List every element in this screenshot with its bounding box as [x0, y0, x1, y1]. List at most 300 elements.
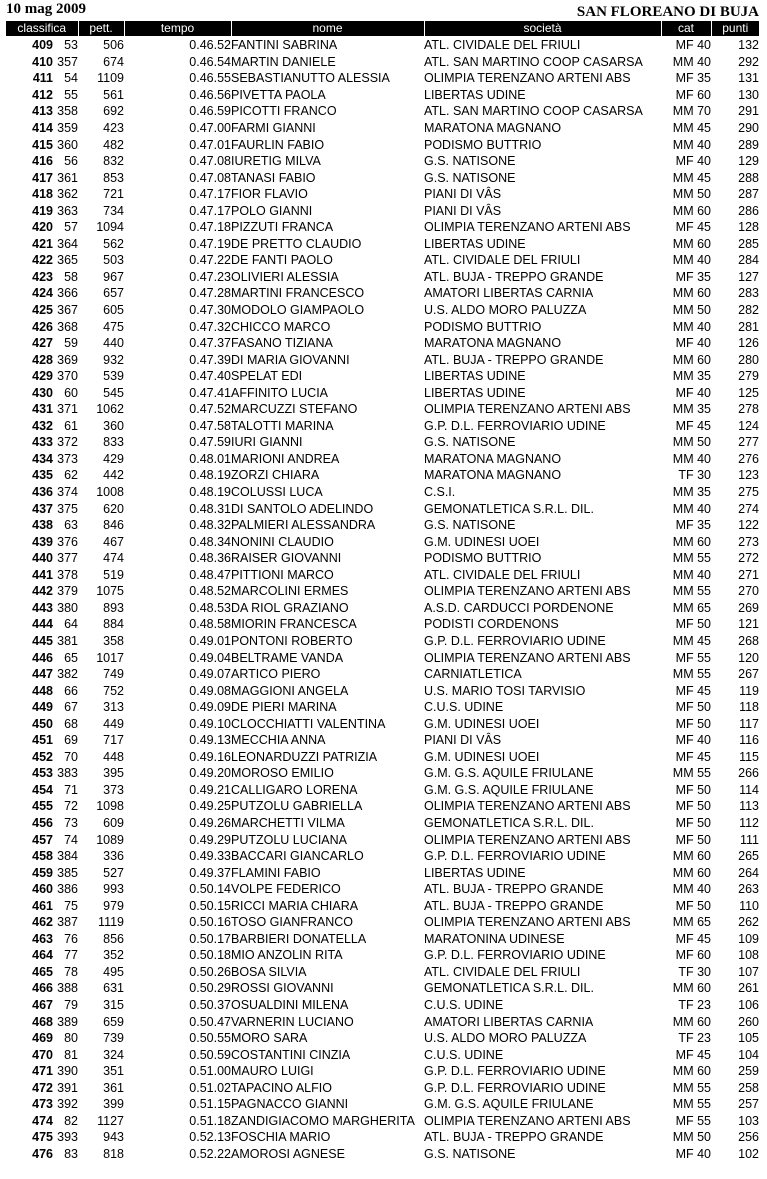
category-rank-cell: 357: [57, 54, 78, 69]
rank-cell: 455: [32, 799, 53, 814]
time-cell: 0.47.19: [189, 236, 231, 251]
club-cell: G.S. NATISONE: [424, 170, 516, 185]
points-cell: 274: [738, 501, 759, 516]
table-row: [6, 567, 759, 584]
points-cell: 104: [738, 1047, 759, 1062]
table-row: [6, 1030, 759, 1047]
category-cell: MM 60: [672, 203, 711, 218]
category-rank-cell: 367: [57, 303, 78, 318]
name-cell: PIVETTA PAOLA: [231, 87, 326, 102]
rank-cell: 460: [32, 882, 53, 897]
points-cell: 272: [738, 551, 759, 566]
rank-cell: 429: [32, 369, 53, 384]
category-cell: MM 60: [672, 981, 711, 996]
points-cell: 290: [738, 121, 759, 135]
time-cell: 0.50.37: [189, 997, 231, 1012]
category-rank-cell: 366: [57, 286, 78, 301]
points-cell: 126: [738, 336, 759, 351]
name-cell: BACCARI GIANCARLO: [231, 849, 364, 864]
category-cell: MM 55: [672, 1080, 711, 1095]
rank-cell: 436: [32, 485, 53, 500]
points-cell: 130: [738, 87, 759, 102]
name-cell: NONINI CLAUDIO: [231, 534, 334, 549]
category-cell: MM 70: [672, 104, 711, 119]
name-cell: FARMI GIANNI: [231, 121, 316, 135]
points-cell: 279: [738, 369, 759, 384]
bib-cell: 442: [103, 468, 124, 483]
rank-cell: 419: [32, 203, 53, 218]
rank-cell: 448: [32, 683, 53, 698]
club-cell: G.P. D.L. FERROVIARIO UDINE: [424, 1080, 606, 1095]
name-cell: ARTICO PIERO: [231, 667, 321, 682]
club-cell: ATL. SAN MARTINO COOP CASARSA: [424, 104, 643, 119]
rank-cell: 476: [32, 1146, 53, 1161]
table-row: [6, 1096, 759, 1113]
name-cell: PITTIONI MARCO: [231, 567, 334, 582]
category-rank-cell: 375: [57, 501, 78, 516]
rank-cell: 458: [32, 849, 53, 864]
points-cell: 292: [738, 54, 759, 69]
category-rank-cell: 374: [57, 485, 78, 500]
table-row: [6, 997, 759, 1014]
time-cell: 0.48.19: [189, 485, 231, 500]
rank-cell: 461: [32, 898, 53, 913]
name-cell: MARCOLINI ERMES: [231, 584, 349, 599]
time-cell: 0.49.07: [189, 667, 231, 682]
bib-cell: 474: [103, 551, 124, 566]
category-cell: MF 60: [675, 87, 711, 102]
category-cell: MF 45: [675, 1047, 711, 1062]
table-row: [6, 583, 759, 600]
rank-cell: 475: [32, 1130, 53, 1145]
rank-cell: 446: [32, 650, 53, 665]
points-cell: 289: [738, 137, 759, 152]
rank-cell: 471: [32, 1064, 53, 1079]
category-cell: MM 60: [672, 849, 711, 864]
rank-cell: 449: [32, 700, 53, 715]
club-cell: G.M. UDINESI UOEI: [424, 534, 540, 549]
category-rank-cell: 359: [57, 121, 78, 135]
time-cell: 0.47.08: [189, 154, 231, 169]
name-cell: POLO GIANNI: [231, 203, 313, 218]
bib-cell: 853: [103, 170, 124, 185]
time-cell: 0.50.16: [189, 915, 231, 930]
club-cell: MARATONA MAGNANO: [424, 451, 562, 466]
category-cell: MF 55: [675, 1113, 711, 1128]
bib-cell: 932: [103, 352, 124, 367]
category-rank-cell: 371: [57, 402, 78, 417]
bib-cell: 1008: [96, 485, 124, 500]
club-cell: G.M. G.S. AQUILE FRIULANE: [424, 1097, 594, 1112]
points-cell: 109: [738, 931, 759, 946]
rank-cell: 462: [32, 915, 53, 930]
time-cell: 0.47.17: [189, 203, 231, 218]
club-cell: PODISMO BUTTRIO: [424, 137, 542, 152]
category-cell: MM 55: [672, 551, 711, 566]
time-cell: 0.48.31: [189, 501, 231, 516]
club-cell: G.M. G.S. AQUILE FRIULANE: [424, 766, 594, 781]
table-row: [6, 451, 759, 468]
time-cell: 0.49.16: [189, 749, 231, 764]
table-body: [6, 36, 759, 1162]
table-row: [6, 914, 759, 931]
table-row: [6, 517, 759, 534]
name-cell: DI MARIA GIOVANNI: [231, 352, 350, 367]
bib-cell: 605: [103, 303, 124, 318]
points-cell: 258: [738, 1080, 759, 1095]
club-cell: MARATONA MAGNANO: [424, 336, 562, 351]
table-row: [6, 169, 759, 186]
time-cell: 0.49.04: [189, 650, 231, 665]
category-rank-cell: 62: [64, 468, 78, 483]
points-cell: 118: [739, 700, 759, 715]
category-rank-cell: 370: [57, 369, 78, 384]
club-cell: U.S. MARIO TOSI TARVISIO: [424, 683, 586, 698]
category-cell: MM 55: [672, 667, 711, 682]
club-cell: PODISTI CORDENONS: [424, 617, 559, 632]
table-row: [6, 980, 759, 997]
points-cell: 285: [738, 236, 759, 251]
table-row: [6, 897, 759, 914]
category-cell: MM 40: [672, 54, 711, 69]
time-cell: 0.49.08: [189, 683, 231, 698]
time-cell: 0.46.54: [189, 54, 231, 69]
bib-cell: 833: [103, 435, 124, 450]
name-cell: MOROSO EMILIO: [231, 766, 334, 781]
points-cell: 107: [738, 964, 759, 979]
time-cell: 0.47.39: [189, 352, 231, 367]
name-cell: FASANO TIZIANA: [231, 336, 333, 351]
category-cell: MM 40: [672, 501, 711, 516]
table-row: [6, 732, 759, 749]
rank-cell: 410: [32, 54, 53, 69]
bib-cell: 475: [103, 319, 124, 334]
category-rank-cell: 373: [57, 451, 78, 466]
rank-cell: 469: [32, 1031, 53, 1046]
category-rank-cell: 388: [57, 981, 78, 996]
rank-cell: 445: [32, 633, 53, 648]
name-cell: LEONARDUZZI PATRIZIA: [231, 749, 378, 764]
name-cell: SEBASTIANUTTO ALESSIA: [231, 71, 390, 86]
name-cell: MAGGIONI ANGELA: [231, 683, 349, 698]
rank-cell: 454: [32, 782, 53, 797]
points-cell: 278: [738, 402, 759, 417]
time-cell: 0.48.52: [189, 584, 231, 599]
category-rank-cell: 54: [64, 71, 78, 86]
time-cell: 0.50.59: [189, 1047, 231, 1062]
category-cell: MF 45: [675, 418, 711, 433]
club-cell: C.U.S. UDINE: [424, 997, 504, 1012]
table-row: [6, 36, 759, 54]
table-row: [6, 467, 759, 484]
time-cell: 0.50.55: [189, 1031, 231, 1046]
category-rank-cell: 70: [64, 749, 78, 764]
bib-cell: 440: [103, 336, 124, 351]
rank-cell: 425: [32, 303, 53, 318]
club-cell: MARATONA MAGNANO: [424, 121, 562, 135]
time-cell: 0.47.58: [189, 418, 231, 433]
name-cell: MAURO LUIGI: [231, 1064, 314, 1079]
category-rank-cell: 358: [57, 104, 78, 119]
rank-cell: 411: [32, 71, 53, 86]
bib-cell: 752: [103, 683, 124, 698]
points-cell: 108: [738, 948, 759, 963]
bib-cell: 360: [103, 418, 124, 433]
name-cell: VOLPE FEDERICO: [231, 882, 341, 897]
bib-cell: 674: [103, 54, 124, 69]
category-cell: MM 45: [672, 633, 711, 648]
category-rank-cell: 82: [64, 1113, 78, 1128]
bib-cell: 884: [103, 617, 124, 632]
category-rank-cell: 382: [57, 667, 78, 682]
bib-cell: 739: [103, 1031, 124, 1046]
category-cell: MM 50: [672, 303, 711, 318]
rank-cell: 433: [32, 435, 53, 450]
table-row: [6, 1146, 759, 1163]
table-row: [6, 120, 759, 137]
club-cell: U.S. ALDO MORO PALUZZA: [424, 1031, 587, 1046]
club-cell: G.M. UDINESI UOEI: [424, 716, 540, 731]
points-cell: 256: [738, 1130, 759, 1145]
results-table: [6, 21, 759, 1162]
category-cell: MM 40: [672, 319, 711, 334]
table-row: [6, 600, 759, 617]
table-row: [6, 1113, 759, 1130]
name-cell: RICCI MARIA CHIARA: [231, 898, 359, 913]
club-cell: PIANI DI VÂS: [424, 203, 502, 218]
name-cell: DA RIOL GRAZIANO: [231, 600, 349, 615]
name-cell: MIO ANZOLIN RITA: [231, 948, 343, 963]
bib-cell: 395: [103, 766, 124, 781]
category-rank-cell: 77: [64, 948, 78, 963]
rank-cell: 424: [32, 286, 53, 301]
points-cell: 102: [738, 1146, 759, 1161]
category-rank-cell: 387: [57, 915, 78, 930]
rank-cell: 414: [32, 121, 53, 135]
name-cell: TALOTTI MARINA: [231, 418, 334, 433]
category-rank-cell: 364: [57, 236, 78, 251]
club-cell: G.S. NATISONE: [424, 1146, 516, 1161]
category-rank-cell: 385: [57, 865, 78, 880]
name-cell: TANASI FABIO: [231, 170, 316, 185]
rank-cell: 426: [32, 319, 53, 334]
table-row: [6, 815, 759, 832]
bib-cell: 609: [103, 815, 124, 830]
points-cell: 103: [738, 1113, 759, 1128]
rank-cell: 409: [32, 38, 53, 53]
time-cell: 0.51.15: [189, 1097, 231, 1112]
category-rank-cell: 360: [57, 137, 78, 152]
bib-cell: 1098: [96, 799, 124, 814]
rank-cell: 470: [32, 1047, 53, 1062]
name-cell: PICOTTI FRANCO: [231, 104, 337, 119]
table-row: [6, 848, 759, 865]
table-row: [6, 550, 759, 567]
club-cell: OLIMPIA TERENZANO ARTENI ABS: [424, 915, 631, 930]
points-cell: 283: [738, 286, 759, 301]
bib-cell: 846: [103, 518, 124, 533]
club-cell: G.S. NATISONE: [424, 518, 516, 533]
points-cell: 113: [739, 799, 759, 814]
bib-cell: 519: [103, 567, 124, 582]
rank-cell: 435: [32, 468, 53, 483]
rank-cell: 415: [32, 137, 53, 152]
points-cell: 123: [738, 468, 759, 483]
category-cell: MM 65: [672, 915, 711, 930]
time-cell: 0.47.18: [189, 220, 231, 235]
bib-cell: 545: [103, 385, 124, 400]
category-rank-cell: 362: [57, 187, 78, 202]
bib-cell: 351: [103, 1064, 124, 1079]
category-rank-cell: 363: [57, 203, 78, 218]
bib-cell: 717: [103, 733, 124, 748]
points-cell: 121: [738, 617, 759, 632]
table-row: [6, 285, 759, 302]
category-cell: MF 40: [675, 336, 711, 351]
table-row: [6, 335, 759, 352]
category-rank-cell: 377: [57, 551, 78, 566]
category-cell: MM 60: [672, 534, 711, 549]
time-cell: 0.50.14: [189, 882, 231, 897]
time-cell: 0.47.52: [189, 402, 231, 417]
club-cell: OLIMPIA TERENZANO ARTENI ABS: [424, 1113, 631, 1128]
category-cell: MM 50: [672, 435, 711, 450]
category-rank-cell: 368: [57, 319, 78, 334]
time-cell: 0.50.17: [189, 931, 231, 946]
name-cell: PUTZOLU LUCIANA: [231, 832, 347, 847]
category-cell: MF 40: [675, 154, 711, 169]
points-cell: 263: [738, 882, 759, 897]
club-cell: AMATORI LIBERTAS CARNIA: [424, 1014, 594, 1029]
bib-cell: 657: [103, 286, 124, 301]
bib-cell: 734: [103, 203, 124, 218]
time-cell: 0.48.36: [189, 551, 231, 566]
rank-cell: 423: [32, 269, 53, 284]
club-cell: ATL. BUJA - TREPPO GRANDE: [424, 1130, 604, 1145]
club-cell: ATL. SAN MARTINO COOP CASARSA: [424, 54, 643, 69]
category-cell: MM 45: [672, 121, 711, 135]
club-cell: LIBERTAS UDINE: [424, 385, 526, 400]
category-cell: MF 35: [675, 71, 711, 86]
points-cell: 124: [738, 418, 759, 433]
table-row: [6, 434, 759, 451]
col-header-nome: nome: [231, 21, 424, 36]
category-rank-cell: 365: [57, 253, 78, 268]
rank-cell: 468: [32, 1014, 53, 1029]
time-cell: 0.49.09: [189, 700, 231, 715]
name-cell: BELTRAME VANDA: [231, 650, 344, 665]
table-row: [6, 931, 759, 948]
category-cell: MF 50: [675, 716, 711, 731]
table-row: [6, 765, 759, 782]
name-cell: DE PIERI MARINA: [231, 700, 337, 715]
category-rank-cell: 72: [64, 799, 78, 814]
points-cell: 127: [738, 269, 759, 284]
rank-cell: 450: [32, 716, 53, 731]
category-cell: MM 60: [672, 286, 711, 301]
time-cell: 0.51.00: [189, 1064, 231, 1079]
table-row: [6, 682, 759, 699]
bib-cell: 943: [103, 1130, 124, 1145]
bib-cell: 749: [103, 667, 124, 682]
club-cell: C.U.S. UDINE: [424, 700, 504, 715]
category-rank-cell: 81: [64, 1047, 78, 1062]
name-cell: PIZZUTI FRANCA: [231, 220, 334, 235]
bib-cell: 352: [103, 948, 124, 963]
category-cell: MF 45: [675, 749, 711, 764]
table-row: [6, 715, 759, 732]
name-cell: PONTONI ROBERTO: [231, 633, 353, 648]
rank-cell: 413: [32, 104, 53, 119]
bib-cell: 1119: [98, 915, 124, 930]
category-cell: MM 60: [672, 865, 711, 880]
category-cell: TF 23: [678, 997, 711, 1012]
page-header: [0, 0, 767, 20]
points-cell: 259: [738, 1064, 759, 1079]
table-row: [6, 1046, 759, 1063]
bib-cell: 1062: [96, 402, 124, 417]
club-cell: G.S. NATISONE: [424, 154, 516, 169]
table-row: [6, 616, 759, 633]
header-row: [6, 21, 759, 36]
time-cell: 0.47.40: [189, 369, 231, 384]
rank-cell: 474: [32, 1113, 53, 1128]
rank-cell: 421: [32, 236, 53, 251]
time-cell: 0.46.55: [189, 71, 231, 86]
table-row: [6, 103, 759, 120]
category-cell: MM 35: [672, 369, 711, 384]
time-cell: 0.47.22: [189, 253, 231, 268]
category-cell: MM 40: [672, 882, 711, 897]
table-row: [6, 401, 759, 418]
name-cell: BARBIERI DONATELLA: [231, 931, 367, 946]
club-cell: MARATONA MAGNANO: [424, 468, 562, 483]
club-cell: GEMONATLETICA S.R.L. DIL.: [424, 501, 594, 516]
table-row: [6, 798, 759, 815]
time-cell: 0.49.29: [189, 832, 231, 847]
rank-cell: 464: [32, 948, 53, 963]
club-cell: PIANI DI VÂS: [424, 733, 502, 748]
rank-cell: 438: [32, 518, 53, 533]
club-cell: ATL. BUJA - TREPPO GRANDE: [424, 269, 604, 284]
time-cell: 0.49.26: [189, 815, 231, 830]
table-row: [6, 749, 759, 766]
time-cell: 0.47.23: [189, 269, 231, 284]
club-cell: MARATONINA UDINESE: [424, 931, 565, 946]
category-cell: TF 30: [678, 468, 711, 483]
time-cell: 0.50.47: [189, 1014, 231, 1029]
table-row: [6, 269, 759, 286]
bib-cell: 967: [103, 269, 124, 284]
points-cell: 288: [738, 170, 759, 185]
category-rank-cell: 65: [64, 650, 78, 665]
category-rank-cell: 67: [64, 700, 78, 715]
points-cell: 275: [738, 485, 759, 500]
rank-cell: 434: [32, 451, 53, 466]
time-cell: 0.46.56: [189, 87, 231, 102]
time-cell: 0.47.37: [189, 336, 231, 351]
bib-cell: 832: [103, 154, 124, 169]
category-rank-cell: 390: [57, 1064, 78, 1079]
club-cell: ATL. CIVIDALE DEL FRIULI: [424, 964, 581, 979]
table-row: [6, 1079, 759, 1096]
time-cell: 0.48.58: [189, 617, 231, 632]
category-rank-cell: 361: [57, 170, 78, 185]
name-cell: SPELAT EDI: [231, 369, 303, 384]
time-cell: 0.49.20: [189, 766, 231, 781]
club-cell: G.P. D.L. FERROVIARIO UDINE: [424, 948, 606, 963]
points-cell: 257: [738, 1097, 759, 1112]
